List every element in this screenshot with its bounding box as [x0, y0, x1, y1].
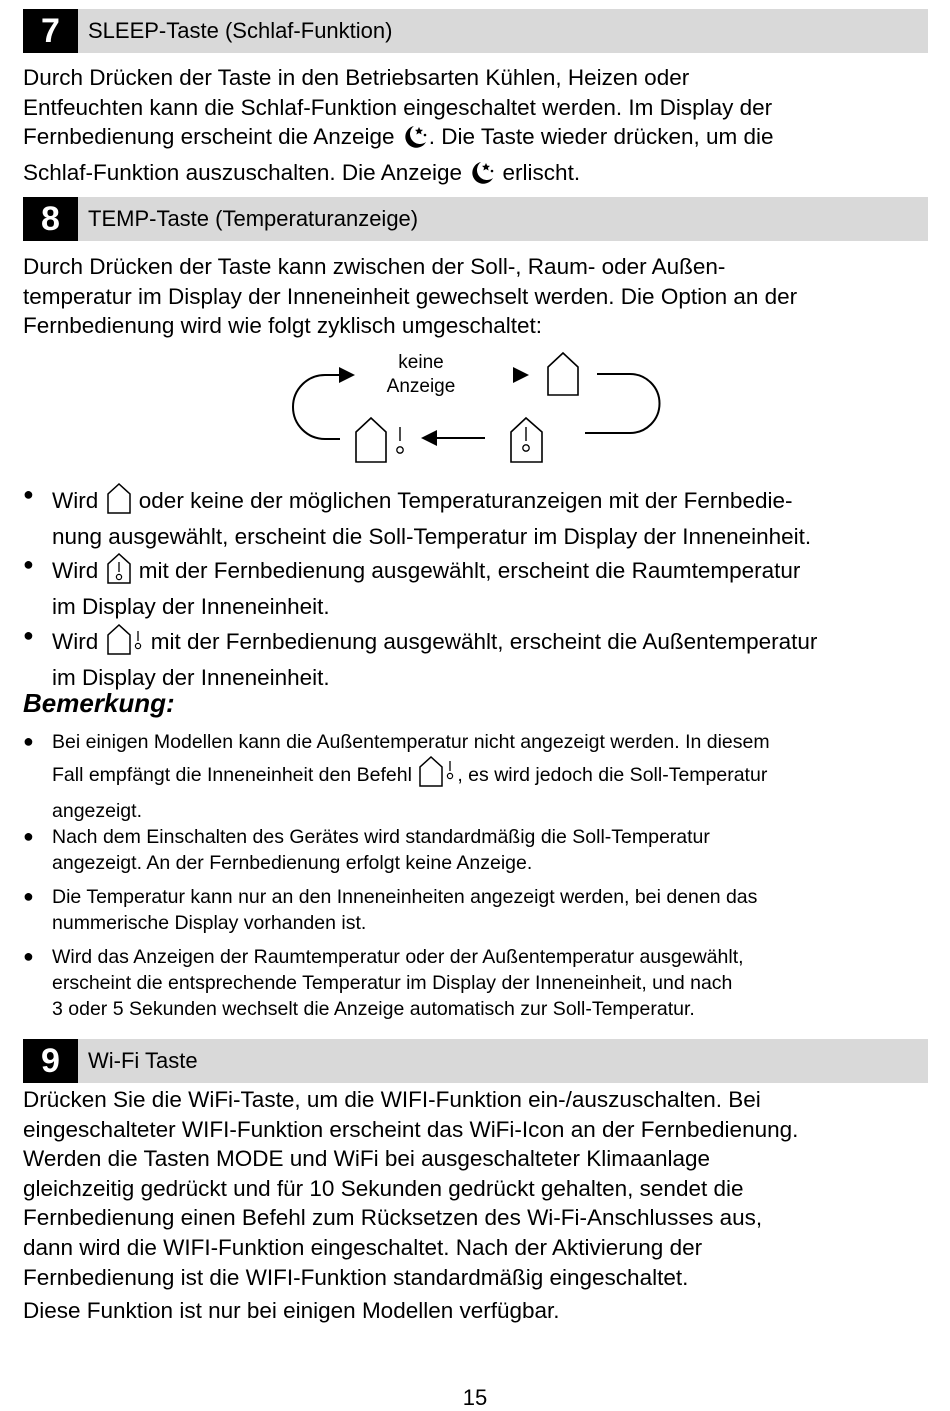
text-line: Werden die Tasten MODE und WiFi bei ausgeschalteter Klimaanlage — [23, 1146, 711, 1172]
section-8-header — [23, 197, 928, 241]
text-line: dann wird die WIFI-Funktion eingeschaltet. Nach der Aktivierung der — [23, 1234, 703, 1260]
text-line: Entfeuchten kann die Schlaf-Funktion eingeschaltet werden. Im Display der — [23, 94, 773, 120]
remarks-heading: Bemerkung: — [23, 688, 175, 718]
text-fragment: . Die Taste wieder drücken, um die — [428, 124, 774, 150]
list-item — [23, 944, 928, 1022]
text-fragment: , es wird jedoch die Soll-Temperatur — [457, 764, 768, 786]
house-room-temp-icon — [511, 418, 542, 462]
text-line: eingeschalteter WIFI-Funktion erscheint das WiFi-Icon an der Fernbedienung. — [23, 1116, 799, 1142]
text-line: im Display der Inneneinheit. — [52, 594, 330, 619]
text-line — [52, 552, 928, 592]
text-line: Fernbedienung einen Befehl zum Rücksetzen des Wi-Fi-Anschlusses aus, — [23, 1205, 763, 1231]
diagram-label-anzeige: Anzeige — [386, 376, 456, 397]
list-item — [23, 623, 928, 693]
house-outdoor-temp-icon — [417, 755, 457, 798]
house-outdoor-temp-icon — [356, 418, 403, 462]
text-fragment: Fall empfängt die Inneneinheit den Befehl — [52, 764, 412, 786]
text-line — [23, 122, 928, 158]
bullet-dot: ● — [23, 484, 34, 504]
text-line: Drücken Sie die WiFi-Taste, um die WIFI-Funktion ein-/auszuschalten. Bei — [23, 1087, 761, 1112]
text-line: Bei einigen Modellen kann die Außentemperatur nicht angezeigt werden. In diesem — [52, 731, 770, 753]
sleep-moon-icon — [468, 160, 496, 194]
house-setpoint-icon — [105, 482, 133, 522]
bullet-dot: ● — [23, 625, 34, 645]
bullet-dot: ● — [23, 731, 34, 751]
text-line: angezeigt. — [52, 800, 142, 822]
section-9-number: 9 — [23, 1039, 78, 1083]
text-line: temperatur im Display der Inneneinheit gewechselt werden. Die Option an der — [23, 283, 798, 309]
list-item — [23, 824, 928, 876]
list-item — [23, 884, 928, 936]
text-fragment: mit der Fernbedienung ausgewählt, erscheint die Außentemperatur — [150, 629, 818, 654]
house-outdoor-temp-icon — [105, 623, 145, 663]
house-room-temp-icon — [105, 552, 133, 592]
text-fragment: Fernbedienung erscheint die Anzeige — [23, 124, 395, 150]
section-7-title: SLEEP-Taste (Schlaf-Funktion) — [88, 18, 393, 43]
text-line: angezeigt. An der Fernbedienung erfolgt keine Anzeige. — [52, 852, 533, 874]
bullet-dot: ● — [23, 886, 34, 906]
section-9-header — [23, 1039, 928, 1083]
text-fragment: erlischt. — [502, 159, 581, 185]
section-7-number: 7 — [23, 9, 78, 53]
section-9-text — [23, 1085, 928, 1326]
sleep-moon-icon — [401, 124, 429, 158]
text-line: 3 oder 5 Sekunden wechselt die Anzeige automatisch zur Soll-Temperatur. — [52, 998, 695, 1020]
text-line: nummerische Display vorhanden ist. — [52, 912, 367, 934]
section-9-title: Wi-Fi Taste — [88, 1048, 198, 1073]
section-7-header — [23, 9, 928, 53]
arrow-icon — [421, 430, 485, 446]
list-item — [23, 729, 928, 824]
text-fragment: Wird — [52, 558, 99, 583]
list-item — [23, 482, 928, 552]
text-line: Wird das Anzeigen der Raumtemperatur oder der Außentemperatur ausgewählt, — [52, 946, 744, 968]
arrow-icon — [513, 367, 529, 383]
text-line: Fernbedienung ist die WIFI-Funktion standardmäßig eingeschaltet. — [23, 1264, 689, 1290]
arrow-icon — [339, 367, 355, 383]
text-fragment: Schlaf-Funktion auszuschalten. Die Anzeige — [23, 159, 463, 185]
section-7-text — [23, 63, 928, 193]
section-8-title: TEMP-Taste (Temperaturanzeige) — [88, 206, 419, 231]
bullet-dot: ● — [23, 826, 34, 846]
text-line — [52, 482, 928, 522]
temp-display-cycle-diagram — [285, 345, 665, 470]
text-line — [52, 755, 928, 798]
text-line — [52, 623, 928, 663]
house-setpoint-icon — [548, 353, 578, 395]
text-line: Durch Drücken der Taste kann zwischen der Soll-, Raum- oder Außen- — [23, 254, 726, 279]
diagram-label-keine: keine — [398, 352, 444, 373]
bullet-dot: ● — [23, 946, 34, 966]
text-line: Die Temperatur kann nur an den Inneneinheiten angezeigt werden, bei denen das — [52, 886, 758, 908]
text-line: Durch Drücken der Taste in den Betriebsarten Kühlen, Heizen oder — [23, 65, 690, 90]
section-8-text — [23, 252, 928, 341]
list-item — [23, 552, 928, 622]
text-line: Diese Funktion ist nur bei einigen Modellen verfügbar. — [23, 1298, 560, 1324]
text-fragment: oder keine der möglichen Temperaturanzeigen mit der Fernbedie- — [138, 488, 793, 513]
text-line: nung ausgewählt, erscheint die Soll-Temperatur im Display der Inneneinheit. — [52, 524, 812, 549]
text-line: Fernbedienung wird wie folgt zyklisch umgeschaltet: — [23, 313, 543, 339]
text-fragment: mit der Fernbedienung ausgewählt, erscheint die Raumtemperatur — [138, 558, 801, 583]
page-number: 15 — [462, 1385, 488, 1410]
text-line: Nach dem Einschalten des Gerätes wird standardmäßig die Soll-Temperatur — [52, 826, 710, 848]
text-line: erscheint die entsprechende Temperatur im Display der Inneneinheit, und nach — [52, 972, 733, 994]
text-fragment: Wird — [52, 629, 99, 654]
text-fragment: Wird — [52, 488, 99, 513]
text-line — [23, 158, 928, 194]
text-line: im Display der Inneneinheit. — [52, 665, 330, 690]
bullet-dot: ● — [23, 554, 34, 574]
section-8-number: 8 — [23, 197, 78, 241]
text-line: gleichzeitig gedrückt und für 10 Sekunden gedrückt gehalten, sendet die — [23, 1175, 744, 1201]
